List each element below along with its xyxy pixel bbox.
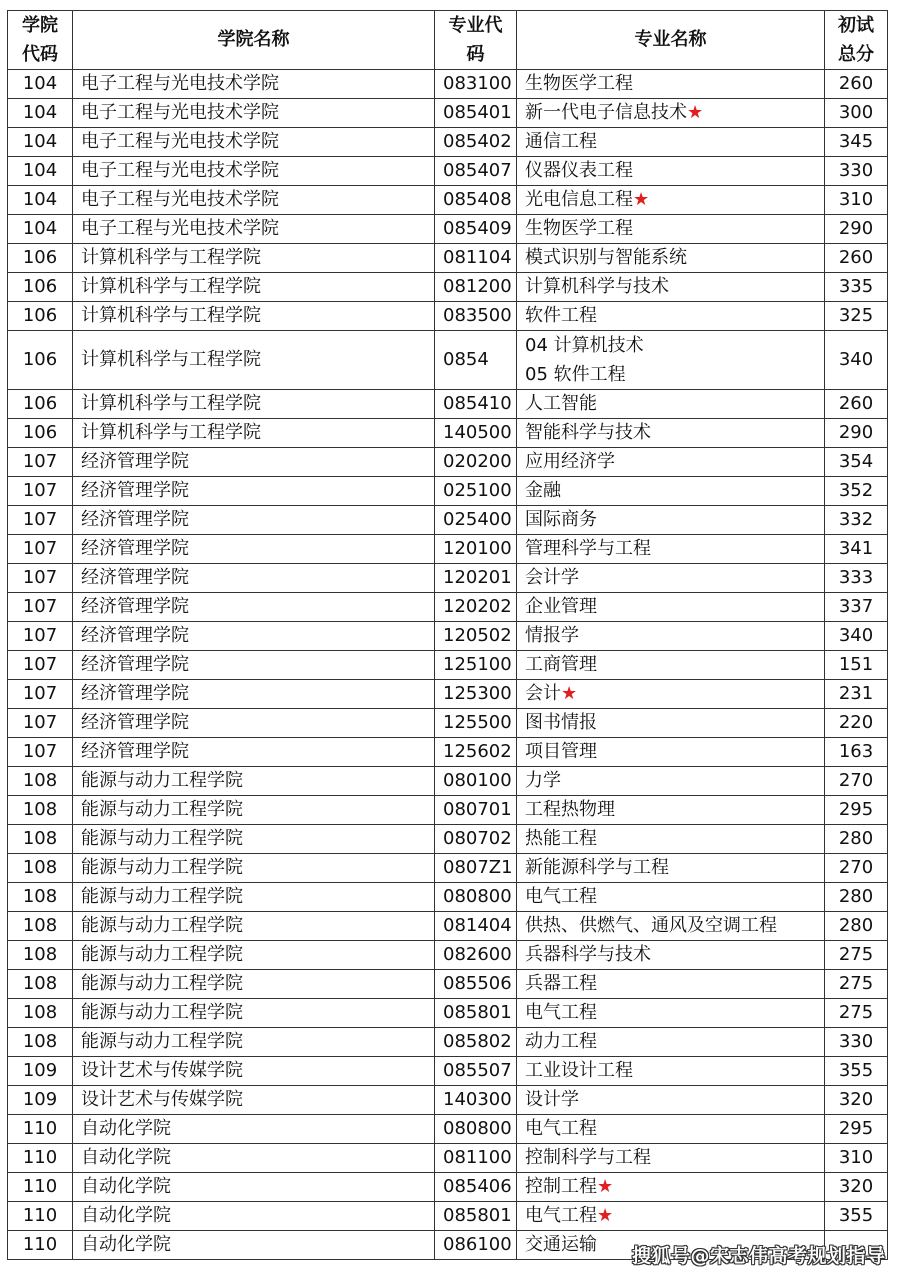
major-code-cell: 080702 — [435, 825, 517, 854]
major-code-cell: 140500 — [435, 419, 517, 448]
major-name-cell — [517, 970, 825, 999]
school-name-cell: 能源与动力工程学院 — [73, 883, 435, 912]
school-code-cell: 110 — [8, 1173, 73, 1202]
table-row — [8, 564, 888, 593]
score-cell: 280 — [825, 912, 888, 941]
table-row — [8, 1144, 888, 1173]
major-name-text: 生物医学工程 — [525, 218, 633, 239]
school-name-cell: 经济管理学院 — [73, 506, 435, 535]
score-cell: 300 — [825, 99, 888, 128]
school-code-cell: 108 — [8, 854, 73, 883]
major-name-text: 应用经济学 — [525, 451, 615, 472]
star-icon: ★ — [597, 1176, 614, 1197]
school-name-cell: 能源与动力工程学院 — [73, 767, 435, 796]
major-code-cell: 120502 — [435, 622, 517, 651]
major-name-cell — [517, 157, 825, 186]
table-row — [8, 186, 888, 215]
table-row — [8, 99, 888, 128]
school-name-cell: 计算机科学与工程学院 — [73, 331, 435, 390]
school-name-cell: 经济管理学院 — [73, 535, 435, 564]
school-name-cell: 能源与动力工程学院 — [73, 854, 435, 883]
school-name-cell: 自动化学院 — [73, 1231, 435, 1260]
school-name-cell: 能源与动力工程学院 — [73, 1028, 435, 1057]
major-name-cell — [517, 1057, 825, 1086]
school-code-cell: 107 — [8, 738, 73, 767]
major-code-cell: 081200 — [435, 273, 517, 302]
major-code-cell: 085402 — [435, 128, 517, 157]
school-code-cell: 108 — [8, 912, 73, 941]
school-name-cell: 经济管理学院 — [73, 622, 435, 651]
score-cell: 355 — [825, 1057, 888, 1086]
star-icon: ★ — [633, 189, 650, 210]
school-code-cell: 107 — [8, 564, 73, 593]
table-row — [8, 622, 888, 651]
major-code-cell: 025400 — [435, 506, 517, 535]
major-name-text: 新一代电子信息技术 — [525, 102, 687, 123]
table-row — [8, 1202, 888, 1231]
major-name-cell — [517, 796, 825, 825]
school-code-cell: 108 — [8, 999, 73, 1028]
header-score: 初试 总分 — [825, 11, 888, 70]
table-row — [8, 70, 888, 99]
major-name-cell — [517, 912, 825, 941]
major-name-cell — [517, 186, 825, 215]
table-row — [8, 215, 888, 244]
major-code-cell: 085801 — [435, 999, 517, 1028]
school-code-cell: 107 — [8, 506, 73, 535]
major-code-cell: 081100 — [435, 1144, 517, 1173]
school-name-cell: 设计艺术与传媒学院 — [73, 1057, 435, 1086]
header-major-code: 专业代 码 — [435, 11, 517, 70]
table-row — [8, 738, 888, 767]
table-row — [8, 331, 888, 390]
major-code-cell: 140300 — [435, 1086, 517, 1115]
major-code-cell: 085410 — [435, 390, 517, 419]
major-name-cell — [517, 448, 825, 477]
star-icon: ★ — [687, 102, 704, 123]
school-code-cell: 104 — [8, 157, 73, 186]
major-code-cell: 085408 — [435, 186, 517, 215]
header-school-name: 学院名称 — [73, 11, 435, 70]
score-cell: 352 — [825, 477, 888, 506]
score-cell: 163 — [825, 738, 888, 767]
score-cell: 275 — [825, 999, 888, 1028]
major-name-cell — [517, 564, 825, 593]
school-name-cell: 计算机科学与工程学院 — [73, 390, 435, 419]
major-name-cell — [517, 883, 825, 912]
school-code-cell: 109 — [8, 1057, 73, 1086]
major-name-cell — [517, 1144, 825, 1173]
school-code-cell: 108 — [8, 883, 73, 912]
table-row — [8, 1115, 888, 1144]
school-name-cell: 经济管理学院 — [73, 738, 435, 767]
major-name-text: 交通运输 — [525, 1234, 597, 1255]
table-row — [8, 448, 888, 477]
major-name-cell — [517, 709, 825, 738]
table-row — [8, 535, 888, 564]
major-code-cell: 080701 — [435, 796, 517, 825]
table-body — [8, 70, 888, 1260]
school-name-cell: 能源与动力工程学院 — [73, 970, 435, 999]
table-row — [8, 390, 888, 419]
table-row — [8, 1086, 888, 1115]
major-name-text: 会计学 — [525, 567, 579, 588]
major-name-text: 供热、供燃气、通风及空调工程 — [525, 915, 777, 936]
table-row — [8, 941, 888, 970]
major-name-text: 计算机科学与技术 — [525, 276, 669, 297]
school-code-cell: 104 — [8, 99, 73, 128]
school-code-cell: 106 — [8, 390, 73, 419]
school-name-cell: 经济管理学院 — [73, 709, 435, 738]
major-name-cell — [517, 680, 825, 709]
major-name-cell — [517, 622, 825, 651]
school-code-cell: 107 — [8, 535, 73, 564]
score-cell: 330 — [825, 1028, 888, 1057]
score-cell: 341 — [825, 535, 888, 564]
school-name-cell: 能源与动力工程学院 — [73, 912, 435, 941]
major-name-text: 国际商务 — [525, 509, 597, 530]
school-name-cell: 经济管理学院 — [73, 651, 435, 680]
major-name-text: 企业管理 — [525, 596, 597, 617]
table-row — [8, 273, 888, 302]
school-code-cell: 110 — [8, 1202, 73, 1231]
major-name-cell — [517, 1202, 825, 1231]
major-code-cell: 080100 — [435, 767, 517, 796]
score-cell: 333 — [825, 564, 888, 593]
score-cell: 290 — [825, 215, 888, 244]
score-cell: 275 — [825, 970, 888, 999]
major-name-text: 项目管理 — [525, 741, 597, 762]
school-name-cell: 电子工程与光电技术学院 — [73, 186, 435, 215]
major-name-cell — [517, 419, 825, 448]
major-name-text: 控制工程 — [525, 1176, 597, 1197]
school-code-cell: 104 — [8, 70, 73, 99]
table-row — [8, 825, 888, 854]
school-name-cell: 经济管理学院 — [73, 593, 435, 622]
score-cell: 260 — [825, 244, 888, 273]
major-name-cell — [517, 535, 825, 564]
major-name-text: 电气工程 — [525, 1205, 597, 1226]
school-name-cell: 电子工程与光电技术学院 — [73, 215, 435, 244]
major-name-cell — [517, 331, 825, 390]
table-row — [8, 970, 888, 999]
school-code-cell: 104 — [8, 215, 73, 244]
major-name-text: 金融 — [525, 480, 561, 501]
table-row — [8, 883, 888, 912]
table-row — [8, 1028, 888, 1057]
major-name-text: 工业设计工程 — [525, 1060, 633, 1081]
major-code-cell: 086100 — [435, 1231, 517, 1260]
table-row — [8, 651, 888, 680]
major-name-cell — [517, 477, 825, 506]
school-code-cell: 110 — [8, 1231, 73, 1260]
major-code-cell: 080800 — [435, 1115, 517, 1144]
major-name-cell — [517, 506, 825, 535]
major-code-cell: 125300 — [435, 680, 517, 709]
table-row — [8, 999, 888, 1028]
school-code-cell: 107 — [8, 651, 73, 680]
score-cell: 280 — [825, 883, 888, 912]
score-cell: 345 — [825, 128, 888, 157]
table-row — [8, 912, 888, 941]
major-code-cell: 080800 — [435, 883, 517, 912]
major-name-cell — [517, 1028, 825, 1057]
admission-score-table — [7, 10, 888, 1260]
school-name-cell: 计算机科学与工程学院 — [73, 302, 435, 331]
school-code-cell: 104 — [8, 128, 73, 157]
score-cell: 231 — [825, 680, 888, 709]
table-row — [8, 1057, 888, 1086]
major-code-cell: 083100 — [435, 70, 517, 99]
table-row — [8, 767, 888, 796]
school-code-cell: 106 — [8, 331, 73, 390]
major-name-text: 管理科学与工程 — [525, 538, 651, 559]
major-name-text: 04 计算机技术 — [525, 335, 644, 356]
major-name-text: 电气工程 — [525, 886, 597, 907]
major-code-cell: 083500 — [435, 302, 517, 331]
score-cell: 290 — [825, 419, 888, 448]
major-code-cell: 025100 — [435, 477, 517, 506]
major-code-cell: 0854 — [435, 331, 517, 390]
star-icon: ★ — [597, 1205, 614, 1226]
major-name-cell — [517, 70, 825, 99]
major-name-text: 动力工程 — [525, 1031, 597, 1052]
major-name-cell — [517, 244, 825, 273]
score-cell: 340 — [825, 331, 888, 390]
score-cell: 270 — [825, 854, 888, 883]
major-code-cell: 125500 — [435, 709, 517, 738]
major-name-text: 电气工程 — [525, 1118, 597, 1139]
score-cell: 295 — [825, 796, 888, 825]
major-code-cell: 120202 — [435, 593, 517, 622]
major-name-cell — [517, 651, 825, 680]
score-cell: 332 — [825, 506, 888, 535]
major-name-text: 热能工程 — [525, 828, 597, 849]
school-code-cell: 108 — [8, 941, 73, 970]
school-code-cell: 106 — [8, 419, 73, 448]
major-name-cell — [517, 390, 825, 419]
star-icon: ★ — [561, 683, 578, 704]
school-code-cell: 108 — [8, 825, 73, 854]
table-row — [8, 796, 888, 825]
school-code-cell: 109 — [8, 1086, 73, 1115]
table-row — [8, 302, 888, 331]
major-name-cell — [517, 302, 825, 331]
major-name-cell — [517, 1173, 825, 1202]
table-row — [8, 709, 888, 738]
major-name-cell — [517, 825, 825, 854]
school-name-cell: 电子工程与光电技术学院 — [73, 99, 435, 128]
major-name-text: 电气工程 — [525, 1002, 597, 1023]
major-name-text: 情报学 — [525, 625, 579, 646]
score-cell: 320 — [825, 1086, 888, 1115]
score-cell: 310 — [825, 186, 888, 215]
school-name-cell: 计算机科学与工程学院 — [73, 273, 435, 302]
score-cell: 354 — [825, 448, 888, 477]
score-cell: 340 — [825, 622, 888, 651]
score-cell: 320 — [825, 1173, 888, 1202]
score-cell: 335 — [825, 273, 888, 302]
major-name-text: 人工智能 — [525, 393, 597, 414]
school-code-cell: 107 — [8, 709, 73, 738]
school-name-cell: 计算机科学与工程学院 — [73, 419, 435, 448]
score-cell: 270 — [825, 767, 888, 796]
table-row — [8, 157, 888, 186]
major-code-cell: 085406 — [435, 1173, 517, 1202]
major-name-text: 工商管理 — [525, 654, 597, 675]
score-cell: 260 — [825, 390, 888, 419]
watermark: 搜狐号@宋志伟高考规划指导 — [632, 1245, 886, 1267]
school-name-cell: 经济管理学院 — [73, 448, 435, 477]
major-code-cell: 085407 — [435, 157, 517, 186]
score-cell: 220 — [825, 709, 888, 738]
score-cell: 260 — [825, 70, 888, 99]
school-code-cell: 108 — [8, 767, 73, 796]
school-code-cell: 110 — [8, 1115, 73, 1144]
major-name-cell — [517, 215, 825, 244]
school-name-cell: 电子工程与光电技术学院 — [73, 70, 435, 99]
table-row — [8, 477, 888, 506]
major-name-text: 生物医学工程 — [525, 73, 633, 94]
school-name-cell: 经济管理学院 — [73, 680, 435, 709]
major-name-text: 图书情报 — [525, 712, 597, 733]
school-code-cell: 106 — [8, 273, 73, 302]
school-code-cell: 107 — [8, 622, 73, 651]
school-name-cell: 电子工程与光电技术学院 — [73, 128, 435, 157]
major-name-cell — [517, 941, 825, 970]
school-name-cell: 电子工程与光电技术学院 — [73, 157, 435, 186]
table-row — [8, 419, 888, 448]
school-code-cell: 107 — [8, 477, 73, 506]
major-name-text: 模式识别与智能系统 — [525, 247, 687, 268]
table-row — [8, 128, 888, 157]
school-code-cell: 108 — [8, 796, 73, 825]
major-name-text: 兵器科学与技术 — [525, 944, 651, 965]
major-name-cell — [517, 273, 825, 302]
major-name-cell — [517, 854, 825, 883]
table-row — [8, 244, 888, 273]
major-name-cell — [517, 738, 825, 767]
major-name-cell — [517, 99, 825, 128]
major-code-cell: 120201 — [435, 564, 517, 593]
major-name-text: 力学 — [525, 770, 561, 791]
table-row — [8, 680, 888, 709]
major-name-cell — [517, 1115, 825, 1144]
major-name-cell — [517, 999, 825, 1028]
major-name-text: 兵器工程 — [525, 973, 597, 994]
major-name-text: 通信工程 — [525, 131, 597, 152]
major-name-cell — [517, 767, 825, 796]
major-name-text: 会计 — [525, 683, 561, 704]
school-code-cell: 110 — [8, 1144, 73, 1173]
major-name-text: 设计学 — [525, 1089, 579, 1110]
school-name-cell: 能源与动力工程学院 — [73, 796, 435, 825]
score-cell: 325 — [825, 302, 888, 331]
table-row — [8, 854, 888, 883]
school-code-cell: 107 — [8, 680, 73, 709]
table-header-row — [8, 11, 888, 70]
major-code-cell: 120100 — [435, 535, 517, 564]
major-name-cell — [517, 593, 825, 622]
major-name-text: 光电信息工程 — [525, 189, 633, 210]
major-code-cell: 085507 — [435, 1057, 517, 1086]
header-school-code: 学院 代码 — [8, 11, 73, 70]
table-row — [8, 593, 888, 622]
major-name-text: 智能科学与技术 — [525, 422, 651, 443]
table-row — [8, 1173, 888, 1202]
major-code-cell: 085506 — [435, 970, 517, 999]
school-code-cell: 108 — [8, 970, 73, 999]
score-cell: 355 — [825, 1202, 888, 1231]
major-code-cell: 085401 — [435, 99, 517, 128]
major-code-cell: 125100 — [435, 651, 517, 680]
major-name-cell — [517, 128, 825, 157]
header-major-name: 专业名称 — [517, 11, 825, 70]
school-name-cell: 计算机科学与工程学院 — [73, 244, 435, 273]
school-name-cell: 能源与动力工程学院 — [73, 825, 435, 854]
school-code-cell: 106 — [8, 244, 73, 273]
score-cell: 330 — [825, 157, 888, 186]
school-name-cell: 自动化学院 — [73, 1144, 435, 1173]
school-name-cell: 自动化学院 — [73, 1115, 435, 1144]
score-cell: 295 — [825, 1115, 888, 1144]
major-code-cell: 085802 — [435, 1028, 517, 1057]
major-code-cell: 085409 — [435, 215, 517, 244]
school-name-cell: 能源与动力工程学院 — [73, 999, 435, 1028]
score-cell: 280 — [825, 825, 888, 854]
major-code-cell: 081104 — [435, 244, 517, 273]
school-name-cell: 经济管理学院 — [73, 564, 435, 593]
score-cell: 151 — [825, 651, 888, 680]
major-name-text: 新能源科学与工程 — [525, 857, 669, 878]
school-code-cell: 107 — [8, 593, 73, 622]
school-name-cell: 设计艺术与传媒学院 — [73, 1086, 435, 1115]
school-code-cell: 106 — [8, 302, 73, 331]
school-code-cell: 108 — [8, 1028, 73, 1057]
school-name-cell: 自动化学院 — [73, 1202, 435, 1231]
major-name-text: 仪器仪表工程 — [525, 160, 633, 181]
school-name-cell: 经济管理学院 — [73, 477, 435, 506]
score-cell: 310 — [825, 1144, 888, 1173]
major-name-text: 控制科学与工程 — [525, 1147, 651, 1168]
major-code-cell: 081404 — [435, 912, 517, 941]
school-name-cell: 能源与动力工程学院 — [73, 941, 435, 970]
major-name-text: 工程热物理 — [525, 799, 615, 820]
major-name-text: 软件工程 — [525, 305, 597, 326]
major-code-cell: 085801 — [435, 1202, 517, 1231]
major-code-cell: 020200 — [435, 448, 517, 477]
major-code-cell: 125602 — [435, 738, 517, 767]
major-name-text: 05 软件工程 — [525, 364, 626, 385]
score-cell: 275 — [825, 941, 888, 970]
school-name-cell: 自动化学院 — [73, 1173, 435, 1202]
school-code-cell: 104 — [8, 186, 73, 215]
major-name-cell — [517, 1086, 825, 1115]
school-code-cell: 107 — [8, 448, 73, 477]
major-code-cell: 082600 — [435, 941, 517, 970]
table-row — [8, 506, 888, 535]
score-cell: 337 — [825, 593, 888, 622]
major-code-cell: 0807Z1 — [435, 854, 517, 883]
